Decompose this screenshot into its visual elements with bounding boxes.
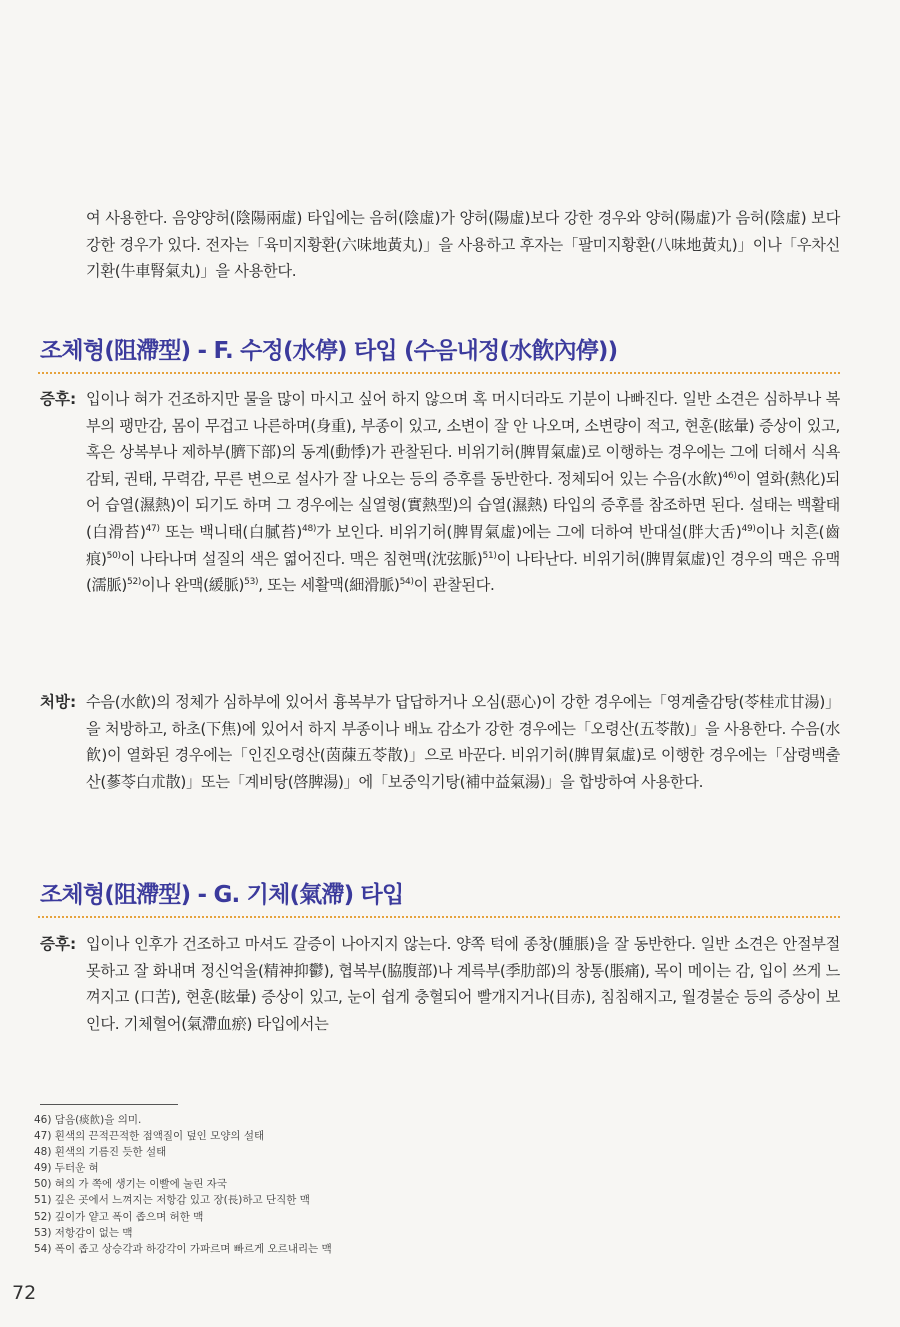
footnote-ref: 51) (482, 550, 497, 561)
footnote-52: 52) 깊이가 얕고 폭이 좁으며 허한 맥 (34, 1210, 204, 1223)
footnote-ref: 50) (106, 550, 121, 561)
footnote-ref: 53) (244, 577, 259, 588)
symptoms-label: 증후: (40, 390, 77, 408)
footnote-ref: 47) (145, 523, 160, 534)
footnote-ref: 48) (302, 523, 317, 534)
page-number: 72 (12, 1282, 37, 1304)
section-title-g: 조체형(阻滯型) - G. 기체(氣滯) 타입 (40, 882, 404, 908)
footnote-49: 49) 두터운 혀 (34, 1162, 99, 1175)
footnote-51: 51) 깊은 곳에서 느껴지는 저항감 있고 장(長)하고 단직한 맥 (34, 1194, 310, 1207)
footnotes (34, 1112, 332, 1257)
section-title-f: 조체형(阻滯型) - F. 수정(水停) 타입 (수음내정(水飮內停)) (40, 338, 618, 364)
footnote-46: 46) 담음(痰飮)을 의미. (34, 1114, 142, 1126)
footnote-53: 53) 저항감이 없는 맥 (34, 1226, 133, 1239)
footnote-47: 47) 흰색의 끈적끈적한 점액질이 덮인 모양의 설태 (34, 1130, 265, 1143)
symptoms-text: 입이나 인후가 건조하고 마셔도 갈증이 나아지지 않는다. 양쪽 턱에 종창(腫脹)을 잘 동반한다. 일반 소견은 안절부절 못하고 잘 화내며 정신억울(精神抑鬱), 협복부(脇腹部)나 계륵부(季肋部)의 창통(脹痛), 목이 메이는 감, 입이 쓰게 느껴지고 (口苦), 현훈(眩暈) 증상이 있고, 눈이 쉽게 충혈되어 빨개지거나(目赤), 침침해지고, 월경불순 등의 증상이 보인다. 기체혈어(氣滯血瘀) 타입에서는 (86, 935, 840, 1033)
intro-paragraph: 여 사용한다. 음양양허(陰陽兩虛) 타입에는 음허(陰虛)가 양허(陽虛)보다 강한 경우와 양허(陽虛)가 음허(陰虛) 보다 강한 경우가 있다. 전자는「육미지황환(六味地黃丸)」을 사용하고 후자는「팔미지황환(八味地黃丸)」이나「우차신기환(牛車腎氣丸)」을 사용한다. (86, 209, 840, 281)
footnote-divider (40, 1104, 178, 1105)
section-f-divider (38, 372, 840, 374)
symptoms-text: 입이나 혀가 건조하지만 물을 많이 마시고 싶어 하지 않으며 혹 머시더라도 기분이 나빠진다. 일반 소견은 심하부나 복부의 팽만감, 몸이 무겁고 나른하며(身重), 부종이 있고, 소변이 잘 안 나오며, 소변량이 적고, 현훈(眩暈) 증상이 있고, 혹은 상복부나 제하부(臍下部)의 동계(動悸)가 관찰된다. 비위기허(脾胃氣虛)로 이행하는 경우에는 그에 더해서 식욕감퇴, 권태, 무력감, 무른 변으로 설사가 잘 나오는 등의 증후를 동반한다. 정체되어 있는 수음(水飮)$^{46)}$이 열화(熱化)되어 습열(濕熱)이 되기도 하며 그 경우에는 실열형(實熱型)의 습열(濕熱) 타입의 증후를 참조하면 된다. 설태는 백활태(白滑苔)$^{47)}$ 또는 백니태(白膩苔)$^{48)}$가 보인다. 비위기허(脾胃氣虛)에는 그에 더하여 반대설(胖大舌)$^{49)}$이나 치흔(齒痕)$^{50)}$이 나타나며 설질의 색은 엷어진다. 맥은 침현맥(沈弦脈)$^{51)}$이 나타난다. 비위기허(脾胃氣虛)인 경우의 맥은 유맥(濡脈)$^{52)}$이나 완맥(緩脈)$^{53)}$, 또는 세활맥(細滑脈)$^{54)}$이 관찰된다. (86, 390, 841, 595)
section-g-divider (38, 916, 840, 918)
footnote-54: 54) 폭이 좁고 상승각과 하강각이 가파르며 빠르게 오르내리는 맥 (34, 1242, 332, 1255)
footnote-ref: 46) (722, 470, 737, 481)
symptoms-label: 증후: (40, 935, 77, 953)
footnote-ref: 49) (741, 523, 756, 534)
footnote-48: 48) 흰색의 기름진 듯한 설태 (34, 1146, 167, 1159)
footnote-ref: 54) (399, 577, 414, 588)
prescription-text: 수음(水飮)의 정체가 심하부에 있어서 흉복부가 답답하거나 오심(惡心)이 강한 경우에는「영계출감탕(苓桂朮甘湯)」을 처방하고, 하초(下焦)에 있어서 하지 부종이나 배뇨 감소가 강한 경우에는「오령산(五苓散)」을 사용한다. 수음(水飮)이 열화된 경우에는「인진오령산(茵蔯五苓散)」으로 바꾼다. 비위기허(脾胃氣虛)로 이행한 경우에는「삼령백출산(蔘苓白朮散)」또는「계비탕(啓脾湯)」에「보중익기탕(補中益氣湯)」을 합방하여 사용한다. (86, 693, 840, 791)
prescription-label: 처방: (40, 693, 77, 711)
footnote-50: 50) 혀의 가 쪽에 생기는 이빨에 눌린 자국 (34, 1178, 227, 1191)
footnote-ref: 52) (127, 577, 142, 588)
